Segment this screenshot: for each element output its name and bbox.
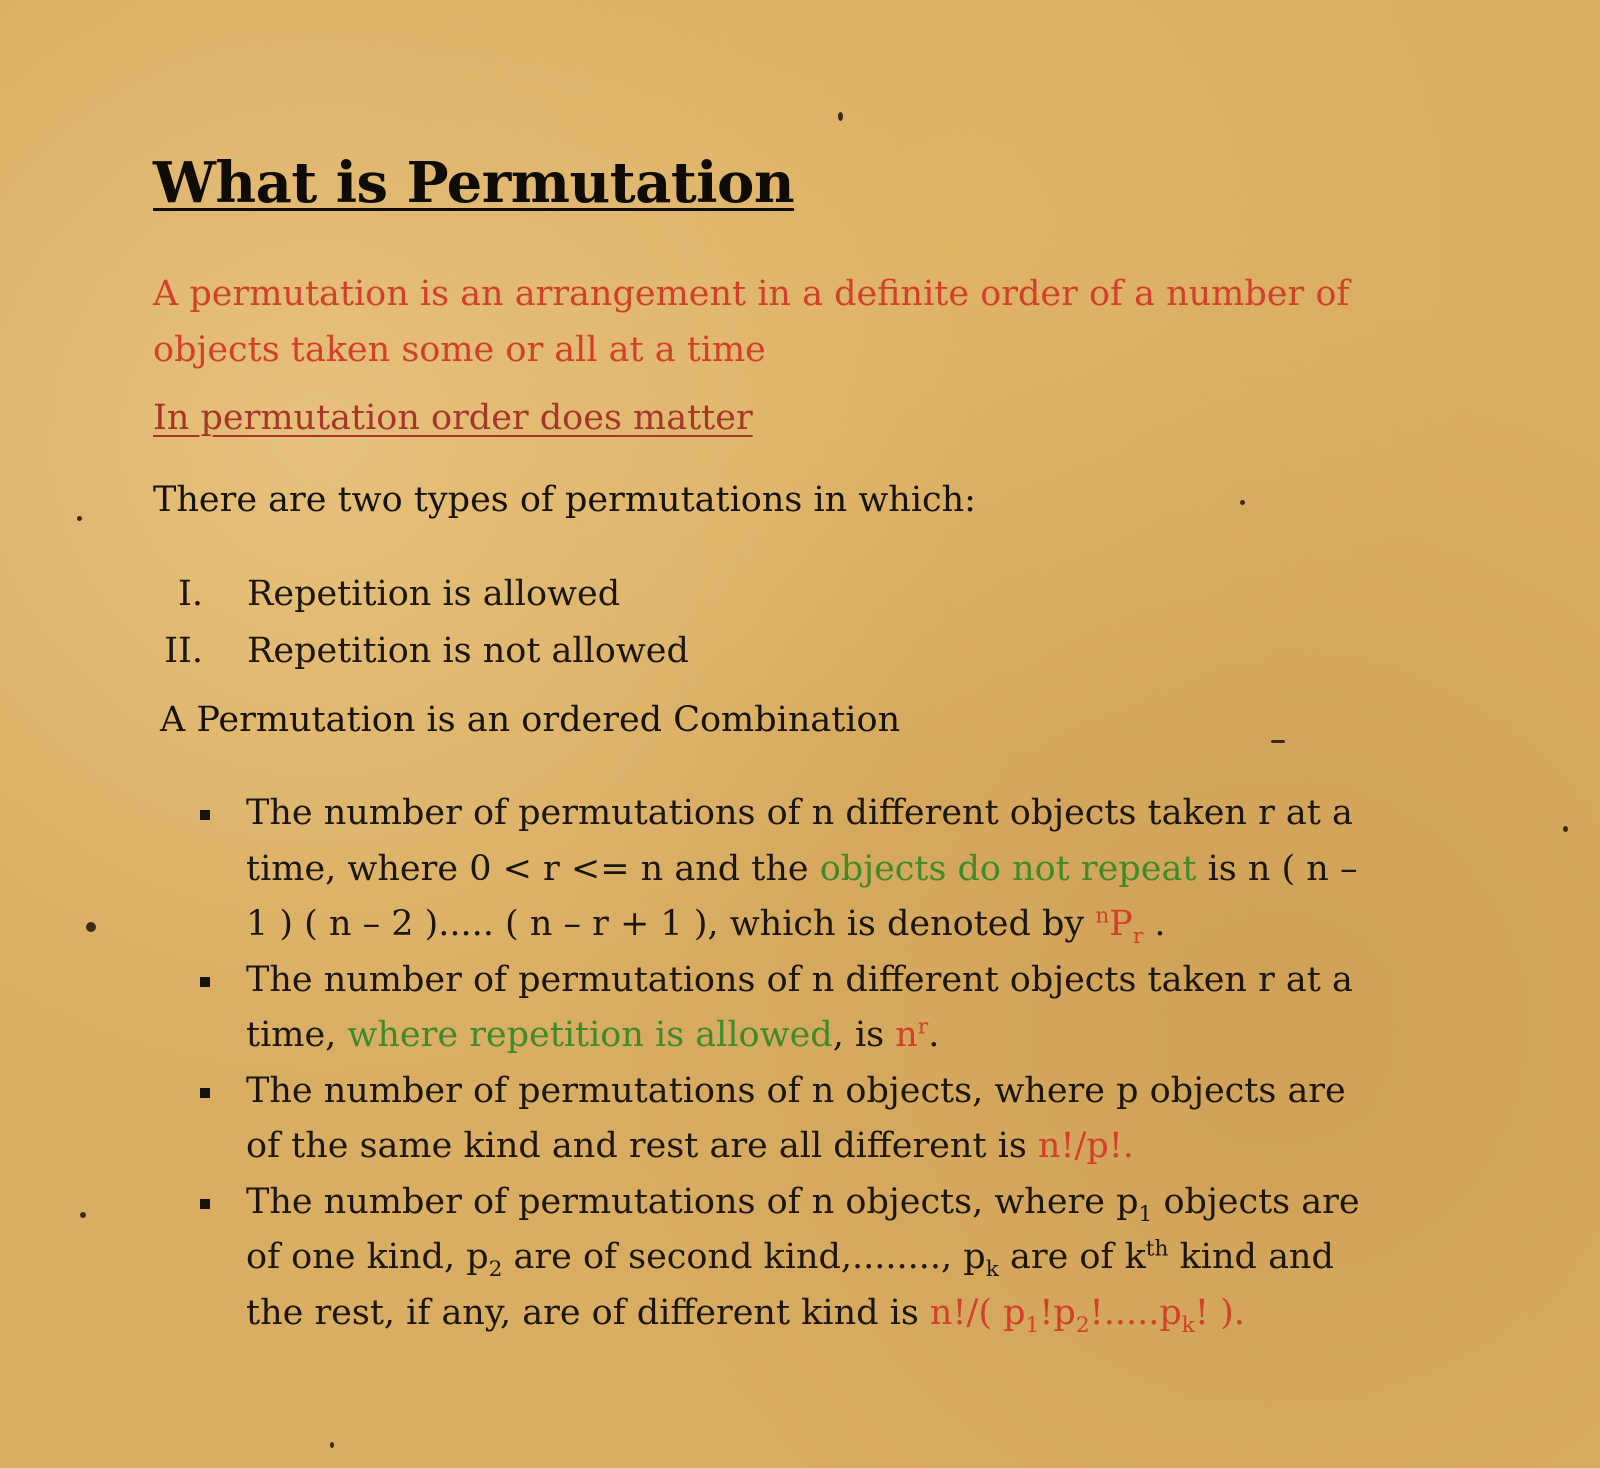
fact-subscript: 2	[488, 1257, 503, 1282]
fact-text: The number of permutations of n different objects taken r at a time, where 0 < r <= n and the	[246, 793, 1353, 889]
fact-text: The number of permutations of n different objects taken r at a time,	[246, 959, 1353, 1055]
paper-speck	[77, 516, 82, 521]
paper-speck	[86, 922, 96, 932]
fact-formula: n!/p!.	[1037, 1126, 1134, 1166]
fact-item	[198, 1064, 1378, 1175]
fact-text: The number of permutations of n objects, where p objects are of the same kind and rest are all different is	[246, 1070, 1346, 1166]
fact-text: are of second kind,........, p	[502, 1237, 986, 1277]
fact-item	[198, 1175, 1378, 1342]
fact-formula	[929, 1292, 1245, 1338]
fact-item	[198, 786, 1378, 953]
formula-subscript: 2	[1075, 1312, 1090, 1338]
formula-superscript: r	[917, 1014, 929, 1040]
definition-text: A permutation is an arrangement in a definite order of a number of objects taken some or all at a time	[153, 274, 1350, 370]
paper-speck	[330, 1442, 334, 1448]
type-item	[153, 566, 689, 623]
fact-item	[198, 953, 1378, 1064]
formula-base: P	[1109, 904, 1133, 944]
fact-text: The number of permutations of n objects, where p	[246, 1181, 1139, 1222]
paper-speck	[1271, 740, 1285, 743]
type-text: Repetition is allowed	[247, 574, 621, 614]
paper-speck	[1563, 826, 1568, 832]
formula-base: n	[895, 1015, 918, 1055]
types-intro: There are two types of permutations in which:	[153, 480, 976, 520]
fact-subscript: k	[985, 1257, 999, 1282]
fact-formula	[1095, 903, 1144, 949]
formula-subscript: r	[1132, 924, 1144, 949]
fact-text: objects are of one kind, p	[246, 1181, 1360, 1277]
paper-speck	[838, 112, 843, 121]
type-text: Repetition is not allowed	[247, 631, 689, 671]
paper-speck	[80, 1212, 86, 1218]
type-item	[153, 623, 689, 680]
formula-part: !.....p	[1089, 1292, 1182, 1333]
formula-superscript: n	[1095, 903, 1110, 929]
fact-text: is n ( n – 1 ) ( n – 2 )..... ( n – r + 1 ), which is denoted by	[246, 848, 1358, 944]
formula-part: n!/( p	[929, 1292, 1026, 1333]
types-list	[153, 566, 689, 680]
type-number: II.	[164, 631, 203, 671]
order-note: In permutation order does matter	[153, 398, 753, 438]
fact-superscript: th	[1145, 1236, 1169, 1262]
ordered-note: A Permutation is an ordered Combination	[160, 700, 901, 740]
fact-subscript: 1	[1138, 1201, 1153, 1227]
formula-subscript: k	[1181, 1312, 1195, 1338]
fact-highlight: where repetition is allowed	[347, 1015, 833, 1055]
formula-part: !p	[1039, 1292, 1076, 1333]
fact-text: .	[1143, 904, 1166, 944]
paper-speck	[1240, 500, 1245, 505]
page-title: What is Permutation	[153, 150, 795, 216]
formula-part: ! ).	[1194, 1292, 1245, 1333]
fact-highlight: objects do not repeat	[819, 848, 1197, 889]
fact-text: .	[928, 1015, 940, 1055]
fact-text: , is	[832, 1015, 896, 1055]
fact-text: are of k	[998, 1237, 1146, 1277]
facts-list	[198, 786, 1378, 1341]
type-number: I.	[178, 574, 203, 614]
formula-subscript: 1	[1025, 1312, 1040, 1338]
fact-formula	[895, 1015, 928, 1055]
fact-text: kind and the rest, if any, are of different kind is	[246, 1237, 1334, 1333]
